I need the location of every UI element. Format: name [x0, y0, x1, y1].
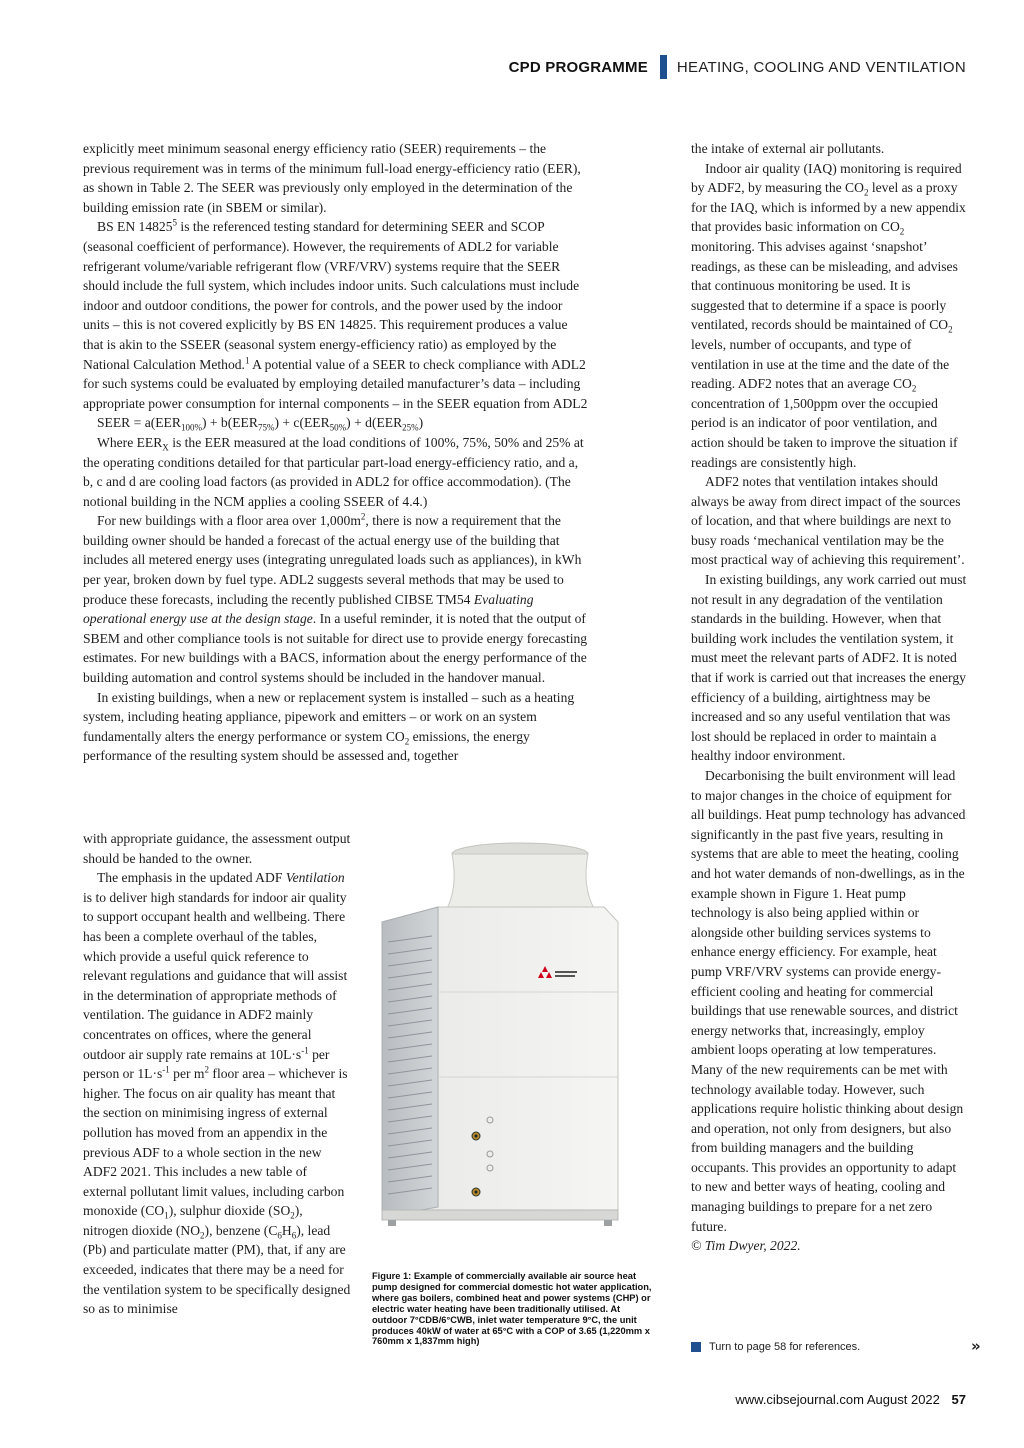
figure-caption: Figure 1: Example of commercially available air source heat pump designed for commercial domestic hot water application, where gas boilers, combined heat and power systems (CHP) or electric water heating have been traditionally utilised. At outdoor 7°CDB/6°CWB, inlet water temperature 9°C, the unit produces 40kW of water at 65°C with a COP of 3.65 (1,220mm x 760mm x 1,837mm high): [372, 1271, 652, 1347]
author-credit: © Tim Dwyer, 2022.: [691, 1238, 801, 1254]
paragraph: Decarbonising the built environment will lead to major changes in the choice of equipment for all buildings. Heat pump technology has advanced significantly in the past five years, resulting in systems that are able to meet the heating, cooling and hot water demands of non-dwellings, as in the example shown in Figure 1. Heat pump technology is also being applied within or alongside other building services systems to enhance energy efficiency. For example, heat pump VRF/VRV systems can provide energy-efficient cooling and heating for commercial buildings that use renewable sources, and district energy networks that, increasingly, employ ambient loops operating at low temperatures. Many of the new requirements can be met with technology available today. However, such applications require holistic thinking about design and operation, not only from designers, but also from building managers and the building occupants. This provides an opportunity to adapt to new and better ways of heating, cooling and managing buildings to prepare for a net zero future.: [691, 768, 966, 1234]
paragraph: In existing buildings, any work carried out must not result in any degradation of the ventilation standards in the building. However, when that building work includes the ventilation system, it must meet the relevant parts of ADF2. It is noted that if work is carried out that increases the energy efficiency of a building, airtightness may be increased and so any useful ventilation that was lost should be replaced in order to maintain a healthy indoor environment.: [691, 572, 967, 764]
paragraph: Where $EER_X$ is the EER measured at the load conditions of 100%, 75%, 50% and 25% at the operating conditions detailed for that particular part-load energy-efficiency ratio, and a, b, c and d are cooling load factors (as provided in ADL2 for office accommodation). (The notional building in the NCM applies a cooling SSEER of 4.4.): [83, 434, 584, 509]
page-header: [509, 56, 966, 78]
paragraph: with appropriate guidance, the assessment output should be handed to the owner.: [83, 831, 351, 866]
paragraph: the intake of external air pollutants.: [691, 141, 885, 156]
header-divider: [660, 55, 667, 79]
article-column-right: [691, 139, 967, 1256]
paragraph: Indoor air quality (IAQ) monitoring is required by ADF2, by measuring the $CO_2$ level as a proxy for the IAQ, which is informed by a new appendix that provides basic information on $CO_2$ monitoring. This advises against ‘snapshot’ readings, as these can be misleading, and advises that continuous monitoring be used. It is suggested that to determine if a space is poorly ventilated, records should be maintained of $CO_2$ levels, number of occupants, and type of ventilation in use at the time and the date of the reading. ADF2 notes that an average $CO_2$ concentration of 1,500ppm over the occupied period is an indicator of poor ventilation, and action should be taken to improve the situation if readings are consistently high.: [691, 160, 966, 470]
paragraph: In existing buildings, when a new or replacement system is installed – such as a heating system, including heating appliance, pipework and emitters – or work on an system fundamentally alters the energy performance or system $CO_2$ emissions, the energy performance of the resulting system should be assessed and, together: [83, 689, 575, 764]
paragraph: For new buildings with a floor area over $1,000m^2$, there is now a requirement that the building owner should be handed a forecast of the actual energy use of the building that includes all metered energy uses (integrating unregulated loads such as appliances), in kWh per year, broken down by fuel type. ADL2 suggests several methods that may be used to produce these forecasts, including the recently published CIBSE TM54 Evaluating operational energy use at the design stage. In a useful reminder, it is noted that the output of SBEM and other compliance tools is not suitable for direct use to provide energy forecasting estimates. For new buildings with a BACS, information about the energy performance of the building automation and control systems should be included in the handover manual.: [83, 511, 588, 686]
article-column-left-bottom: [83, 829, 351, 1319]
paragraph: BS EN 14825$^5$ is the referenced testing standard for determining SEER and SCOP (seasonal coefficient of performance). However, the requirements of ADL2 for variable refrigerant volume/variable refrigerant flow (VRF/VRV) systems require that the SEER should include the full system, which includes indoor units. Such calculations must include indoor and outdoor conditions, the power for controls, and the power used by the indoor units – this is not covered explicitly by BS EN 14825. This requirement produces a value that is akin to the SSEER (seasonal system energy-efficiency ratio) as employed by the National Calculation Method.$^1$ A potential value of a SEER to check compliance with ADL2 for such systems could be evaluated by employing detailed manufacturer’s data – including appropriate power consumption for internal components – in the SEER equation from ADL2: [83, 217, 588, 411]
double-chevron-right-icon[interactable]: »: [971, 1337, 981, 1355]
references-note-text: Turn to page 58 for references.: [709, 1341, 861, 1353]
page-number: 57: [951, 1392, 966, 1407]
article-column-left-top: [83, 139, 591, 766]
paragraph: SEER = $a(EER_{100\%}) + b(EER_{75\%}) + c(EER_{50\%}) + d(EER_{25\%})$: [97, 415, 424, 434]
footer-url[interactable]: www.cibsejournal.com: [735, 1392, 864, 1407]
paragraph: explicitly meet minimum seasonal energy efficiency ratio (SEER) requirements – the previous requirement was in terms of the minimum full-load energy-efficiency ratio (EER), as shown in Table 2. The SEER was previously only employed in the determination of the building emission rate (in SBEM or similar).: [83, 141, 581, 215]
footer-issue: August 2022: [866, 1392, 940, 1407]
references-note: [691, 1341, 860, 1353]
header-topic: HEATING, COOLING AND VENTILATION: [676, 58, 966, 76]
paragraph: The emphasis in the updated ADF Ventilation is to deliver high standards for indoor air quality to support occupant health and wellbeing. There has been a complete overhaul of the tables, which provide a useful quick reference to relevant regulations and guidance that will assist in the determination of appropriate methods of ventilation. The guidance in ADF2 mainly concentrates on offices, where the general outdoor air supply rate remains at $10L\cdot s^{-1}$ per person or $1L\cdot s^{-1}$ per $m^2$ floor area – whichever is higher. The focus on air quality has meant that the section on minimising ingress of external pollution has moved from an appendix in the previous ADF to a whole section in the new ADF2 2021. This includes a new table of external pollutant limit values, including carbon monoxide $(CO_1)$, sulphur dioxide $(SO_2)$, nitrogen dioxide $(NO_2)$, benzene $(C_6H_6)$, lead (Pb) and particulate matter (PM), that, if any are exceeded, indicates that there may be a need for the ventilation system to be specifically designed so as to minimise: [83, 870, 351, 1317]
page-footer: [735, 1392, 966, 1407]
bullet-square-icon: [691, 1342, 701, 1352]
header-section: CPD PROGRAMME: [508, 58, 648, 76]
paragraph: ADF2 notes that ventilation intakes should always be away from direct impact of the sources of location, and that where buildings are next to busy roads ‘mechanical ventilation may be the most practical way of achieving this requirement’.: [691, 474, 965, 568]
heat-pump-figure: [368, 842, 636, 1242]
